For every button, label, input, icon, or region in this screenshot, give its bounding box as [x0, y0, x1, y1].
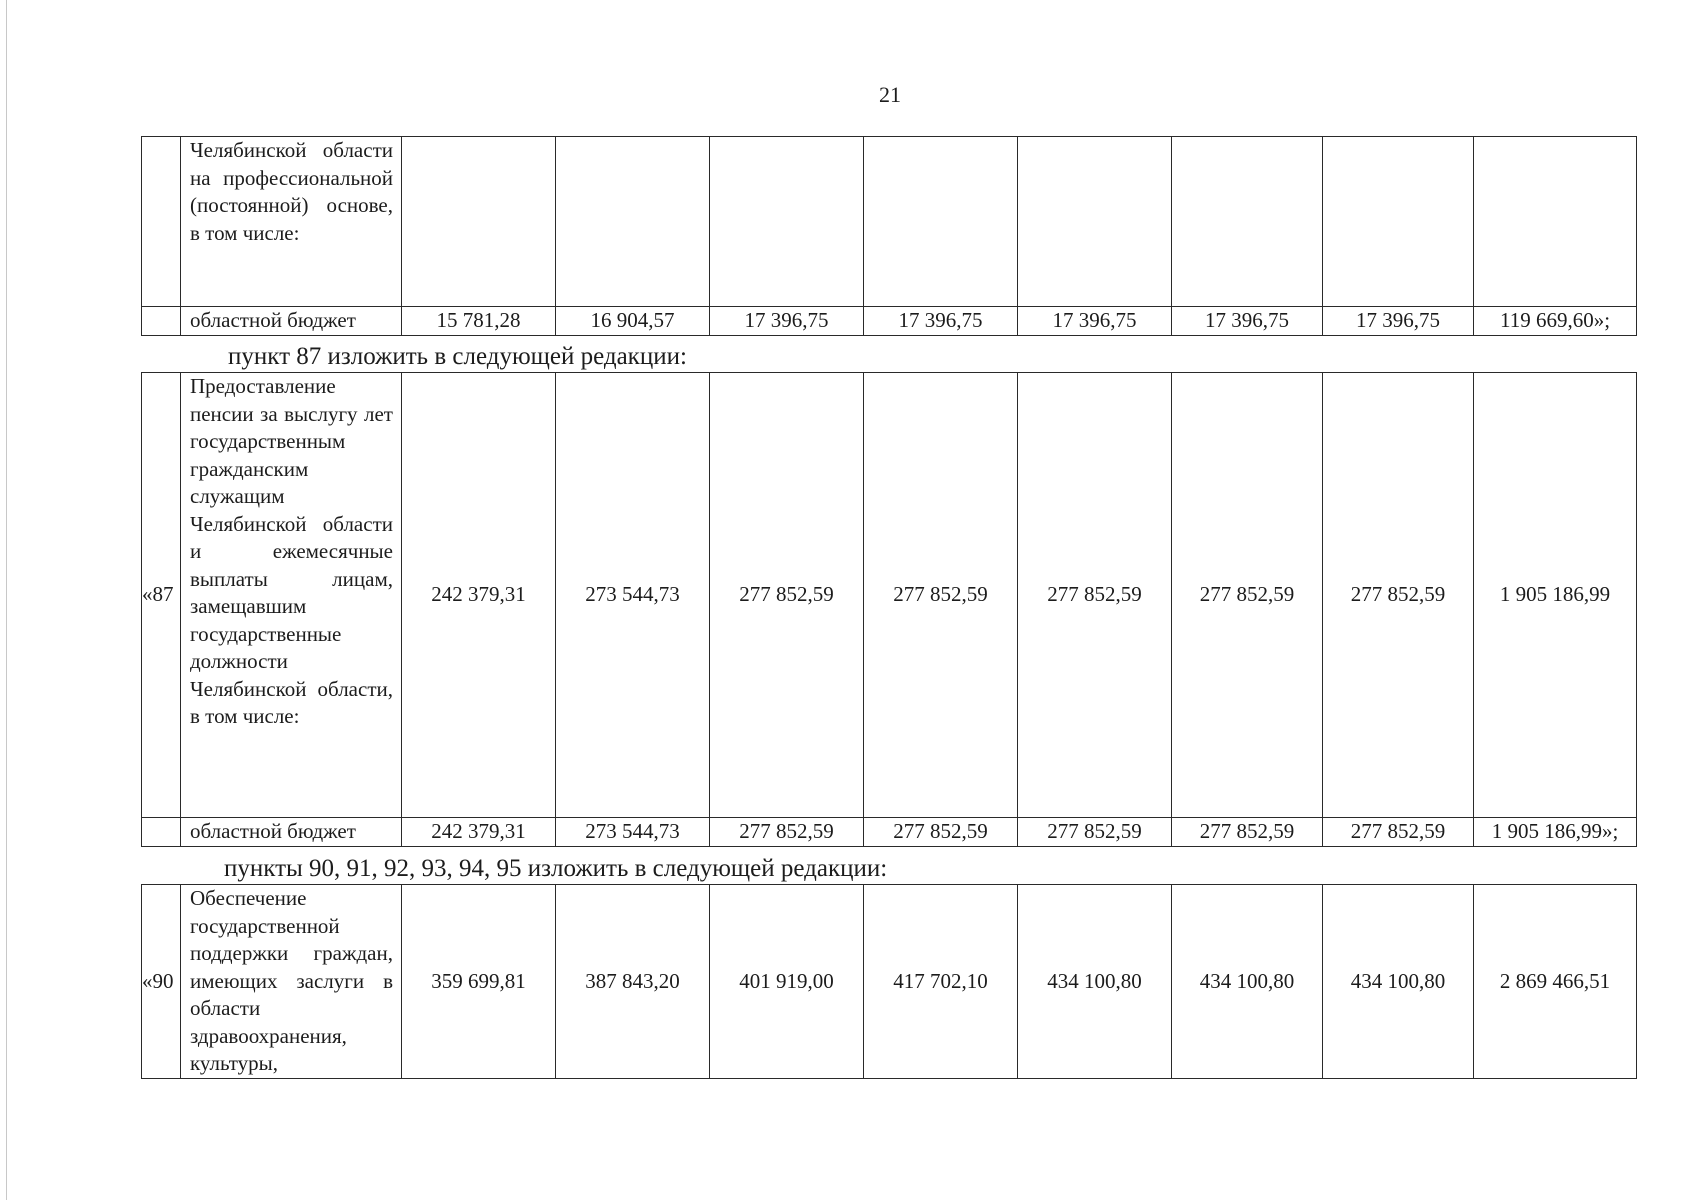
value-cell: 277 852,59	[1172, 818, 1323, 847]
value-cell: 242 379,31	[402, 818, 556, 847]
value-cell: 277 852,59	[864, 373, 1018, 818]
item-name-cell: областной бюджет	[181, 818, 402, 847]
table-row	[142, 818, 1637, 847]
item-name-cell: Челябинской области на профессиональной (постоянной) основе, в том числе:	[181, 137, 402, 307]
value-cell: 434 100,80	[1172, 885, 1323, 1079]
total-cell	[1474, 137, 1637, 307]
total-cell: 2 869 466,51	[1474, 885, 1637, 1079]
item-number-cell	[142, 818, 181, 847]
value-cell	[1172, 137, 1323, 307]
total-cell: 119 669,60»;	[1474, 307, 1637, 336]
scan-edge	[6, 0, 7, 1200]
value-cell: 417 702,10	[864, 885, 1018, 1079]
value-cell	[710, 137, 864, 307]
value-cell: 277 852,59	[1323, 818, 1474, 847]
page-number: 21	[879, 82, 901, 107]
value-cell: 277 852,59	[1018, 818, 1172, 847]
item-name-cell: областной бюджет	[181, 307, 402, 336]
value-cell: 434 100,80	[1018, 885, 1172, 1079]
value-cell: 17 396,75	[1323, 307, 1474, 336]
value-cell: 16 904,57	[556, 307, 710, 336]
total-cell: 1 905 186,99	[1474, 373, 1637, 818]
value-cell: 434 100,80	[1323, 885, 1474, 1079]
value-cell: 277 852,59	[1172, 373, 1323, 818]
value-cell: 15 781,28	[402, 307, 556, 336]
value-cell	[402, 137, 556, 307]
value-cell: 277 852,59	[1323, 373, 1474, 818]
value-cell	[556, 137, 710, 307]
value-cell: 17 396,75	[710, 307, 864, 336]
value-cell: 242 379,31	[402, 373, 556, 818]
value-cell: 277 852,59	[1018, 373, 1172, 818]
value-cell: 17 396,75	[1018, 307, 1172, 336]
value-cell: 17 396,75	[1172, 307, 1323, 336]
table-row	[142, 137, 1637, 307]
item-name-cell: Предоставление пенсии за выслугу лет государственным гражданским служащим Челябинской области и ежемесячные выплаты лицам, замещавшим государственные должности Челябинской области, в том числе:	[181, 373, 402, 818]
value-cell: 273 544,73	[556, 373, 710, 818]
value-cell: 277 852,59	[710, 818, 864, 847]
table-row	[142, 885, 1637, 1079]
caption-item-87: пункт 87 изложить в следующей редакции:	[228, 343, 687, 370]
table-item-87	[141, 372, 1637, 847]
item-number-cell: «87	[142, 373, 181, 818]
value-cell	[1323, 137, 1474, 307]
table-item-90	[141, 884, 1637, 1079]
caption-items-90-95: пункты 90, 91, 92, 93, 94, 95 изложить в следующей редакции:	[224, 855, 888, 882]
total-cell: 1 905 186,99»;	[1474, 818, 1637, 847]
item-name-cell: Обеспечение государственной поддержки граждан, имеющих заслуги в области здравоохранения, культуры,	[181, 885, 402, 1079]
item-number-cell	[142, 307, 181, 336]
item-number-cell: «90	[142, 885, 181, 1079]
value-cell: 387 843,20	[556, 885, 710, 1079]
value-cell: 401 919,00	[710, 885, 864, 1079]
value-cell: 277 852,59	[864, 818, 1018, 847]
value-cell: 359 699,81	[402, 885, 556, 1079]
value-cell	[1018, 137, 1172, 307]
value-cell	[864, 137, 1018, 307]
table-row	[142, 307, 1637, 336]
value-cell: 17 396,75	[864, 307, 1018, 336]
item-number-cell	[142, 137, 181, 307]
value-cell: 277 852,59	[710, 373, 864, 818]
table-continued-item	[141, 136, 1637, 336]
value-cell: 273 544,73	[556, 818, 710, 847]
table-row	[142, 373, 1637, 818]
